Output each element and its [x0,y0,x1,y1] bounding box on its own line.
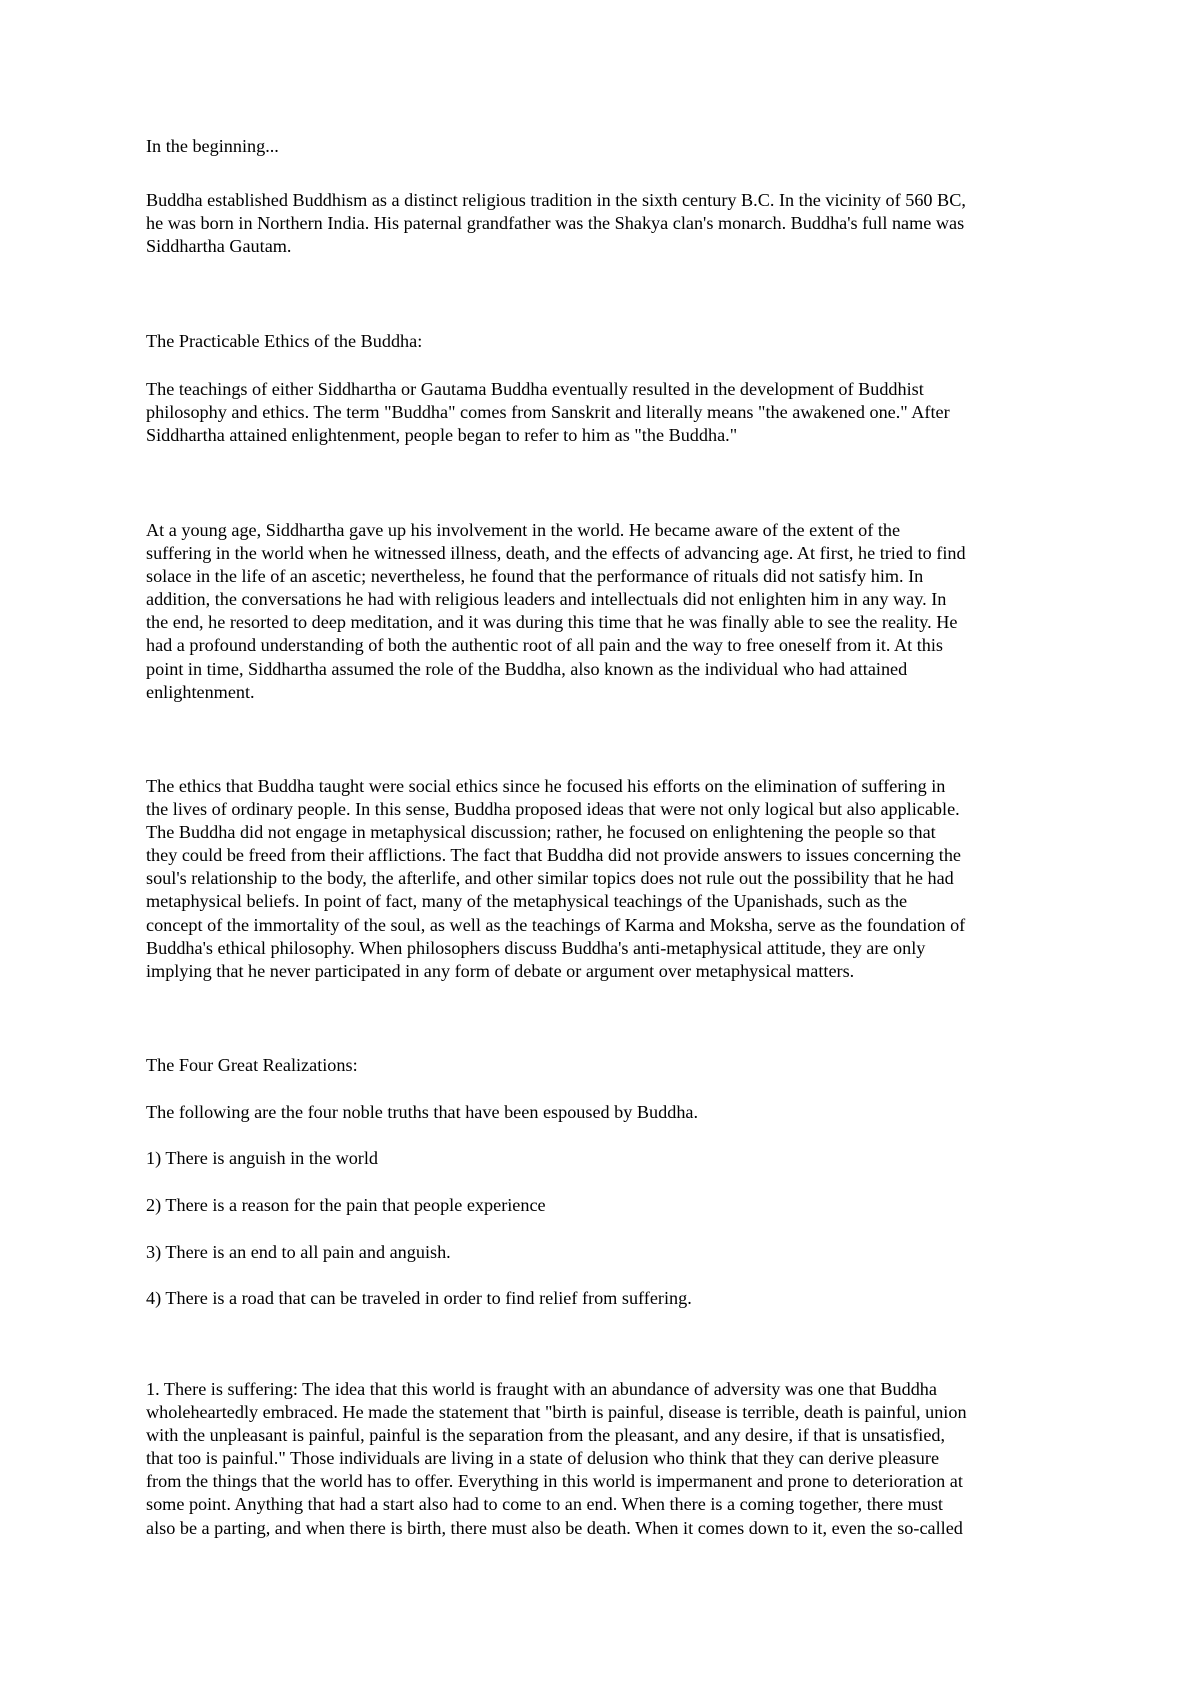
heading-ethics-text: The Practicable Ethics of the Buddha: [146,331,423,351]
heading-beginning-text: In the beginning... [146,136,279,156]
list-item: 2) There is a reason for the pain that people experience [146,1195,546,1215]
paragraph-line: The Buddha did not engage in metaphysical discussion; rather, he focused on enlightening the people so that [146,822,936,843]
paragraph-line: Buddha's ethical philosophy. When philosophers discuss Buddha's anti-metaphysical attitude, they are only [146,937,926,958]
ethics-paragraph [146,378,1066,447]
suffering-paragraph [146,1378,1066,1540]
paragraph-line: that too is painful." Those individuals are living in a state of delusion who think that they can derive pleasure [146,1448,940,1469]
paragraph-line: The ethics that Buddha taught were social ethics since he focused his efforts on the elimination of suffering in [146,776,946,796]
truth-item-4 [146,1287,1066,1310]
paragraph-line: implying that he never participated in any form of debate or argument over metaphysical matters. [146,960,855,981]
paragraph-line: At a young age, Siddhartha gave up his involvement in the world. He became aware of the extent of the [146,520,901,540]
paragraph-line: point in time, Siddhartha assumed the role of the Buddha, also known as the individual who had attained [146,658,908,679]
paragraph-line: wholeheartedly embraced. He made the statement that "birth is painful, disease is terrible, death is painful, union [146,1402,967,1423]
heading-realizations [146,1054,1066,1077]
paragraph-line: philosophy and ethics. The term "Buddha" comes from Sanskrit and literally means "the awakened one." After [146,402,950,423]
paragraph-line: 1. There is suffering: The idea that this world is fraught with an abundance of adversity was one that Buddha [146,1379,937,1399]
paragraph-line: Buddha established Buddhism as a distinct religious tradition in the sixth century B.C. In the vicinity of 560 BC, [146,190,966,210]
paragraph-line: metaphysical beliefs. In point of fact, many of the metaphysical teachings of the Upanishads, such as the [146,891,908,912]
heading-realizations-text: The Four Great Realizations: [146,1055,358,1075]
paragraph-line: some point. Anything that had a start also had to come to an end. When there is a coming together, there must [146,1494,943,1515]
truths-intro [146,1101,1066,1124]
list-item: 1) There is anguish in the world [146,1148,379,1168]
paragraph-line: the end, he resorted to deep meditation, and it was during this time that he was finally able to see the reality. He [146,612,958,633]
paragraph-line: solace in the life of an ascetic; nevertheless, he found that the performance of rituals did not satisfy him. In [146,566,924,587]
paragraph-line: they could be freed from their afflictions. The fact that Buddha did not provide answers to issues concerning the [146,845,962,866]
social-ethics-paragraph [146,775,1066,983]
paragraph-line: enlightenment. [146,681,255,702]
list-item: 4) There is a road that can be traveled in order to find relief from suffering. [146,1288,692,1308]
intro-paragraph [146,189,1066,258]
truths-intro-text: The following are the four noble truths that have been espoused by Buddha. [146,1102,699,1122]
paragraph-line: had a profound understanding of both the authentic root of all pain and the way to free oneself from it. At this [146,635,944,656]
paragraph-line: with the unpleasant is painful, painful is the separation from the pleasant, and any desire, if that is unsatisfied, [146,1425,946,1446]
paragraph-line: the lives of ordinary people. In this sense, Buddha proposed ideas that were not only logical but also applicable. [146,799,960,820]
paragraph-line: concept of the immortality of the soul, as well as the teachings of Karma and Moksha, serve as the foundation of [146,914,966,935]
paragraph-line: addition, the conversations he had with religious leaders and intellectuals did not enlighten him in any way. In [146,589,947,610]
heading-beginning [146,135,1066,158]
heading-ethics [146,330,1066,353]
paragraph-line: Siddhartha attained enlightenment, people began to refer to him as "the Buddha." [146,425,738,446]
truth-item-3 [146,1241,1066,1264]
young-age-paragraph [146,519,1066,704]
paragraph-line: soul's relationship to the body, the afterlife, and other similar topics does not rule out the possibility that he had [146,868,954,889]
paragraph-line: suffering in the world when he witnessed illness, death, and the effects of advancing age. At first, he tried to find [146,543,966,564]
paragraph-line: from the things that the world has to offer. Everything in this world is impermanent and prone to deterioration at [146,1471,963,1492]
truth-item-1 [146,1147,1066,1170]
paragraph-line: also be a parting, and when there is birth, there must also be death. When it comes down to it, even the so-called [146,1517,963,1538]
paragraph-line: Siddhartha Gautam. [146,236,292,257]
paragraph-line: he was born in Northern India. His paternal grandfather was the Shakya clan's monarch. Buddha's full name was [146,213,965,234]
list-item: 3) There is an end to all pain and anguish. [146,1242,451,1262]
paragraph-line: The teachings of either Siddhartha or Gautama Buddha eventually resulted in the development of Buddhist [146,379,924,399]
truth-item-2 [146,1194,1066,1217]
